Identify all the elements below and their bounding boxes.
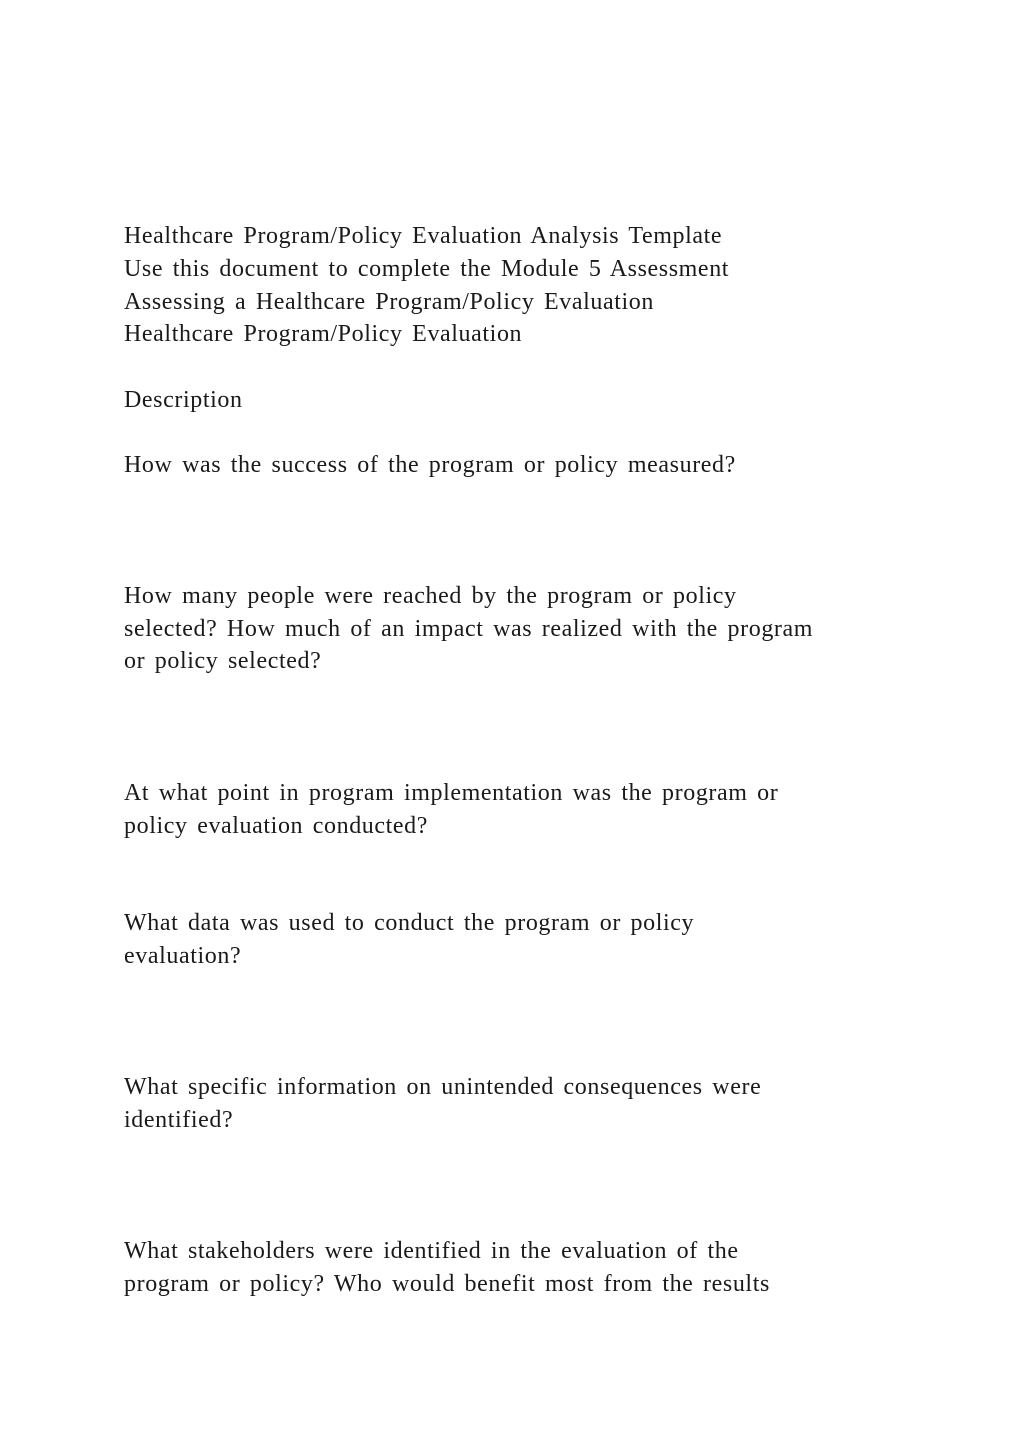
assessment-title: Assessing a Healthcare Program/Policy Evaluation bbox=[124, 289, 655, 315]
question-line: What data was used to conduct the program or policy bbox=[124, 910, 695, 936]
question-line: or policy selected? bbox=[124, 648, 322, 674]
question-line: What stakeholders were identified in the evaluation of the bbox=[124, 1238, 739, 1264]
section-title: Healthcare Program/Policy Evaluation bbox=[124, 321, 523, 347]
question-line: How was the success of the program or policy measured? bbox=[124, 452, 736, 478]
question-line: policy evaluation conducted? bbox=[124, 813, 429, 839]
question-line: selected? How much of an impact was realized with the program bbox=[124, 616, 814, 642]
question-line: program or policy? Who would benefit most from the results bbox=[124, 1271, 770, 1297]
question-line: At what point in program implementation was the program or bbox=[124, 780, 779, 806]
question-line: identified? bbox=[124, 1107, 234, 1133]
question-line: How many people were reached by the program or policy bbox=[124, 583, 737, 609]
document-instruction: Use this document to complete the Module 5 Assessment bbox=[124, 256, 730, 282]
description-label: Description bbox=[124, 387, 243, 413]
document-title: Healthcare Program/Policy Evaluation Analysis Template bbox=[124, 223, 723, 249]
question-line: evaluation? bbox=[124, 943, 242, 969]
question-line: What specific information on unintended consequences were bbox=[124, 1074, 762, 1100]
